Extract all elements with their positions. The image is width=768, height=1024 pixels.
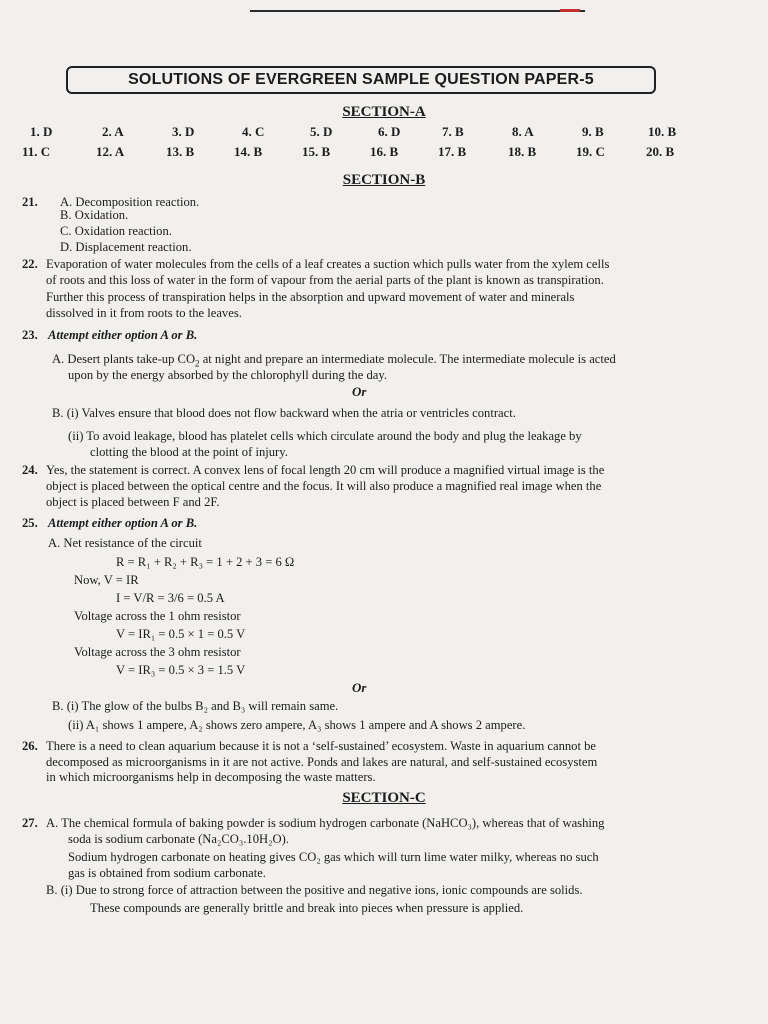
answer-text: in which microorganisms help in decomposing the waste matters.	[46, 770, 376, 784]
answer-item: 17. B	[438, 144, 467, 159]
answer-item: 18. B	[508, 144, 537, 159]
question-number: 27.	[22, 816, 38, 830]
question-number: 26.	[22, 739, 38, 753]
or-label: Or	[352, 680, 367, 695]
answer-text: upon by the energy absorbed by the chlorophyll during the day.	[68, 368, 387, 382]
equation: V = IR₁ = 0.5 × 1 = 0.5 V	[116, 627, 246, 641]
answer-item: 19. C	[576, 144, 605, 159]
answer-text: There is a need to clean aquarium because it is not a ‘self-sustained’ ecosystem. Waste in aquarium cannot be	[46, 739, 596, 753]
answer-text: D. Displacement reaction.	[60, 240, 192, 254]
answer-item: 8. A	[512, 124, 534, 139]
answer-text: dissolved in it from roots to the leaves.	[46, 306, 242, 320]
answer-text: Voltage across the 1 ohm resistor	[74, 609, 241, 623]
answer-text: B. (i) Valves ensure that blood does not flow backward when the atria or ventricles contract.	[52, 406, 516, 420]
answer-item: 3. D	[172, 124, 195, 139]
page-title: SOLUTIONS OF EVERGREEN SAMPLE QUESTION PAPER-5	[66, 66, 656, 94]
question-number: 22.	[22, 257, 38, 271]
answer-item: 14. B	[234, 144, 263, 159]
question-number: 23.	[22, 328, 38, 342]
question-number: 24.	[22, 463, 38, 477]
answer-row-2	[22, 144, 722, 164]
answer-text: object is placed between F and 2F.	[46, 495, 220, 509]
answer-row-1	[22, 124, 722, 144]
answer-item: 13. B	[166, 144, 195, 159]
answer-item: 11. C	[22, 144, 51, 159]
answer-text: These compounds are generally brittle and break into pieces when pressure is applied.	[90, 901, 524, 915]
answer-item: 16. B	[370, 144, 399, 159]
question-heading: Attempt either option A or B.	[48, 516, 198, 530]
answer-item: 2. A	[102, 124, 124, 139]
answer-item: 20. B	[646, 144, 675, 159]
equation: V = IR₃ = 0.5 × 3 = 1.5 V	[116, 663, 246, 677]
answer-item: 10. B	[648, 124, 677, 139]
top-rule	[250, 10, 585, 12]
answer-key-grid	[22, 124, 722, 164]
answer-item: 7. B	[442, 124, 464, 139]
answer-text: B. Oxidation.	[60, 208, 129, 222]
answer-text: A. The chemical formula of baking powder is sodium hydrogen carbonate (NaHCO₃), whereas that of washing	[46, 816, 605, 830]
answer-text: of roots and this loss of water in the form of vapour from the aerial parts of the plant is known as transpiration.	[46, 273, 604, 287]
equation: R = R₁ + R₂ + R₃ = 1 + 2 + 3 = 6 Ω	[116, 555, 295, 569]
answer-text: B. (i) The glow of the bulbs B₂ and B₃ will remain same.	[52, 699, 339, 713]
answer-item: 15. B	[302, 144, 331, 159]
answer-text: object is placed between the optical centre and the focus. It will also produce a magnified real image when the	[46, 479, 602, 493]
answer-text: Voltage across the 3 ohm resistor	[74, 645, 241, 659]
or-label: Or	[352, 384, 367, 399]
answer-text: B. (i) Due to strong force of attraction between the positive and negative ions, ionic compounds are solids.	[46, 883, 583, 897]
answer-text: soda is sodium carbonate (Na₂CO₃.10H₂O).	[68, 832, 289, 846]
answer-text: clotting the blood at the point of injury.	[90, 445, 288, 459]
answer-text: decomposed as microorganisms in it are not active. Ponds and lakes are natural, and self-sustained ecosystem	[46, 755, 598, 769]
answer-item: 1. D	[30, 124, 53, 139]
question-number: 21.	[22, 195, 38, 209]
answer-item: 12. A	[96, 144, 125, 159]
answer-text: Now, V = IR	[74, 573, 139, 587]
answer-item: 5. D	[310, 124, 333, 139]
answer-item: 4. C	[242, 124, 265, 139]
answer-text: A. Decomposition reaction.	[60, 195, 200, 209]
section-c-heading: SECTION-C	[342, 790, 426, 806]
answer-text: Sodium hydrogen carbonate on heating gives CO₂ gas which will turn lime water milky, whereas no such	[68, 850, 599, 864]
section-a-heading: SECTION-A	[342, 104, 426, 120]
question-heading: Attempt either option A or B.	[48, 328, 198, 342]
equation: I = V/R = 3/6 = 0.5 A	[116, 591, 225, 605]
answer-item: 9. B	[582, 124, 604, 139]
answer-text: (ii) To avoid leakage, blood has platelet cells which circulate around the body and plug the leakage by	[68, 429, 582, 443]
section-b-heading: SECTION-B	[342, 172, 426, 188]
answer-text: Evaporation of water molecules from the cells of a leaf creates a suction which pulls water from the xylem cells	[46, 257, 610, 271]
answer-text: (ii) A₁ shows 1 ampere, A₂ shows zero ampere, A₃ shows 1 ampere and A shows 2 ampere.	[68, 718, 526, 732]
answer-text: A. Desert plants take-up $CO_2$ at night and prepare an intermediate molecule. The intermediate molecule is acted	[52, 352, 616, 369]
answer-text: Yes, the statement is correct. A convex lens of focal length 20 cm will produce a magnified virtual image is the	[46, 463, 605, 477]
answer-text: C. Oxidation reaction.	[60, 224, 172, 238]
top-rule-accent	[560, 9, 580, 12]
answer-item: 6. D	[378, 124, 401, 139]
answer-text: A. Net resistance of the circuit	[48, 536, 202, 550]
question-number: 25.	[22, 516, 38, 530]
answer-text: Further this process of transpiration helps in the absorption and upward movement of water and minerals	[46, 290, 575, 304]
answer-text: gas is obtained from sodium carbonate.	[68, 866, 266, 880]
